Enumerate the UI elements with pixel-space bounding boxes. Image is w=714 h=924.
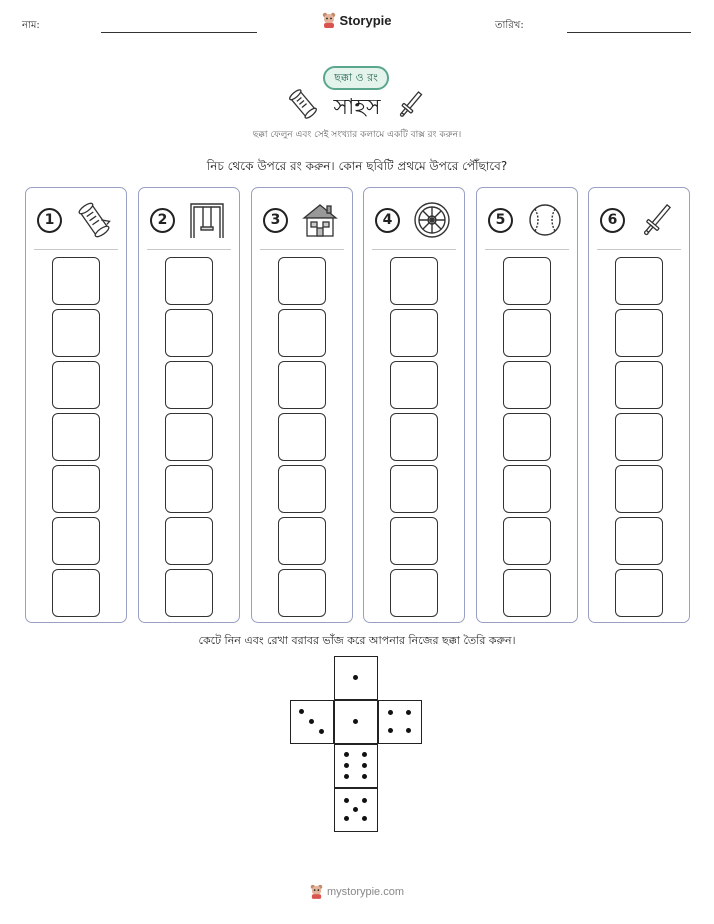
- color-box[interactable]: [390, 309, 438, 357]
- cut-instruction: কেটে নিন এবং রেখা বরাবর ভাঁজ করে আপনার নিজের ছক্কা তৈরি করুন।: [198, 634, 516, 647]
- color-box[interactable]: [278, 257, 326, 305]
- color-box[interactable]: [52, 413, 100, 461]
- sword-icon: [396, 88, 426, 120]
- dice-face-bottom: [334, 788, 378, 832]
- dice-pip: [406, 710, 411, 715]
- color-box[interactable]: [52, 517, 100, 565]
- color-box[interactable]: [503, 465, 551, 513]
- dice-face-center: [334, 700, 378, 744]
- color-box[interactable]: [390, 517, 438, 565]
- color-box[interactable]: [503, 413, 551, 461]
- column-number: 3: [263, 208, 288, 233]
- color-box[interactable]: [503, 361, 551, 409]
- dice-pip: [362, 798, 367, 803]
- dice-pip: [299, 709, 304, 714]
- color-box[interactable]: [165, 361, 213, 409]
- color-box[interactable]: [615, 257, 663, 305]
- baseball-icon: [525, 200, 565, 240]
- color-box[interactable]: [165, 569, 213, 617]
- footer: [0, 884, 714, 903]
- column-divider: [597, 249, 681, 250]
- dice-pip: [344, 763, 349, 768]
- dice-pip: [309, 719, 314, 724]
- brand-name: Storypie: [339, 12, 392, 28]
- storypie-mascot-icon: [310, 884, 323, 899]
- instruction-text: নিচ থেকে উপরে রং করুন। কোন ছবিটি প্রথমে উপরে পৌঁছাবে?: [206, 159, 508, 173]
- dice-pip: [344, 752, 349, 757]
- storypie-mascot-icon: [322, 12, 336, 28]
- name-label: নাম:: [22, 20, 40, 31]
- shield-icon: [412, 200, 452, 240]
- house-icon: [300, 200, 340, 240]
- color-box[interactable]: [503, 517, 551, 565]
- dice-pip: [362, 816, 367, 821]
- activity-badge: ছক্কা ও রং: [323, 66, 389, 90]
- column-number: 6: [600, 208, 625, 233]
- column-4: [363, 187, 465, 623]
- dice-pip: [388, 728, 393, 733]
- column-2: [138, 187, 240, 623]
- page-subtitle: ছক্কা ফেলুন এবং সেই সংখ্যার কলামে একটি বাক্স রং করুন।: [252, 130, 462, 140]
- color-box[interactable]: [615, 309, 663, 357]
- dice-pip: [353, 807, 358, 812]
- color-box[interactable]: [615, 517, 663, 565]
- dice-pip: [388, 710, 393, 715]
- color-box[interactable]: [278, 517, 326, 565]
- color-box[interactable]: [503, 309, 551, 357]
- color-box[interactable]: [615, 569, 663, 617]
- dice-pip: [344, 798, 349, 803]
- color-box[interactable]: [52, 361, 100, 409]
- sword-icon: [637, 200, 677, 240]
- column-divider: [34, 249, 118, 250]
- color-box[interactable]: [165, 465, 213, 513]
- color-box[interactable]: [615, 465, 663, 513]
- color-box[interactable]: [503, 257, 551, 305]
- dice-face-top: [334, 656, 378, 700]
- dice-pip: [362, 774, 367, 779]
- dice-pip: [353, 719, 358, 724]
- color-box[interactable]: [503, 569, 551, 617]
- color-box[interactable]: [278, 413, 326, 461]
- color-box[interactable]: [165, 257, 213, 305]
- date-label: তারিখ:: [495, 20, 524, 31]
- column-5: [476, 187, 578, 623]
- column-number: 1: [37, 208, 62, 233]
- date-field[interactable]: [567, 32, 691, 33]
- color-box[interactable]: [52, 309, 100, 357]
- column-divider: [485, 249, 569, 250]
- color-box[interactable]: [165, 309, 213, 357]
- column-1: [25, 187, 127, 623]
- dice-pip: [353, 675, 358, 680]
- column-6: [588, 187, 690, 623]
- color-box[interactable]: [165, 413, 213, 461]
- dice-pip: [362, 763, 367, 768]
- color-box[interactable]: [165, 517, 213, 565]
- color-box[interactable]: [278, 309, 326, 357]
- color-box[interactable]: [390, 361, 438, 409]
- column-divider: [260, 249, 344, 250]
- column-number: 5: [488, 208, 513, 233]
- column-divider: [147, 249, 231, 250]
- dice-pip: [406, 728, 411, 733]
- color-box[interactable]: [390, 413, 438, 461]
- dice-pip: [362, 752, 367, 757]
- color-box[interactable]: [52, 257, 100, 305]
- column-3: [251, 187, 353, 623]
- column-number: 2: [150, 208, 175, 233]
- swing-icon: [187, 200, 227, 240]
- page-title: সাহস: [333, 95, 381, 120]
- color-box[interactable]: [278, 465, 326, 513]
- color-box[interactable]: [390, 465, 438, 513]
- footer-url[interactable]: mystorypie.com: [326, 885, 405, 898]
- scroll-icon: [74, 200, 114, 240]
- color-box[interactable]: [390, 569, 438, 617]
- color-box[interactable]: [615, 361, 663, 409]
- name-field[interactable]: [101, 32, 257, 33]
- brand-logo: [0, 12, 714, 32]
- dice-face-right: [378, 700, 422, 744]
- color-box[interactable]: [52, 465, 100, 513]
- dice-pip: [344, 774, 349, 779]
- column-divider: [372, 249, 456, 250]
- color-box[interactable]: [278, 361, 326, 409]
- color-box[interactable]: [278, 569, 326, 617]
- color-box[interactable]: [390, 257, 438, 305]
- color-box[interactable]: [615, 413, 663, 461]
- column-number: 4: [375, 208, 400, 233]
- dice-face-left: [290, 700, 334, 744]
- dice-pip: [319, 729, 324, 734]
- dice-face-lower: [334, 744, 378, 788]
- color-box[interactable]: [52, 569, 100, 617]
- dice-pip: [344, 816, 349, 821]
